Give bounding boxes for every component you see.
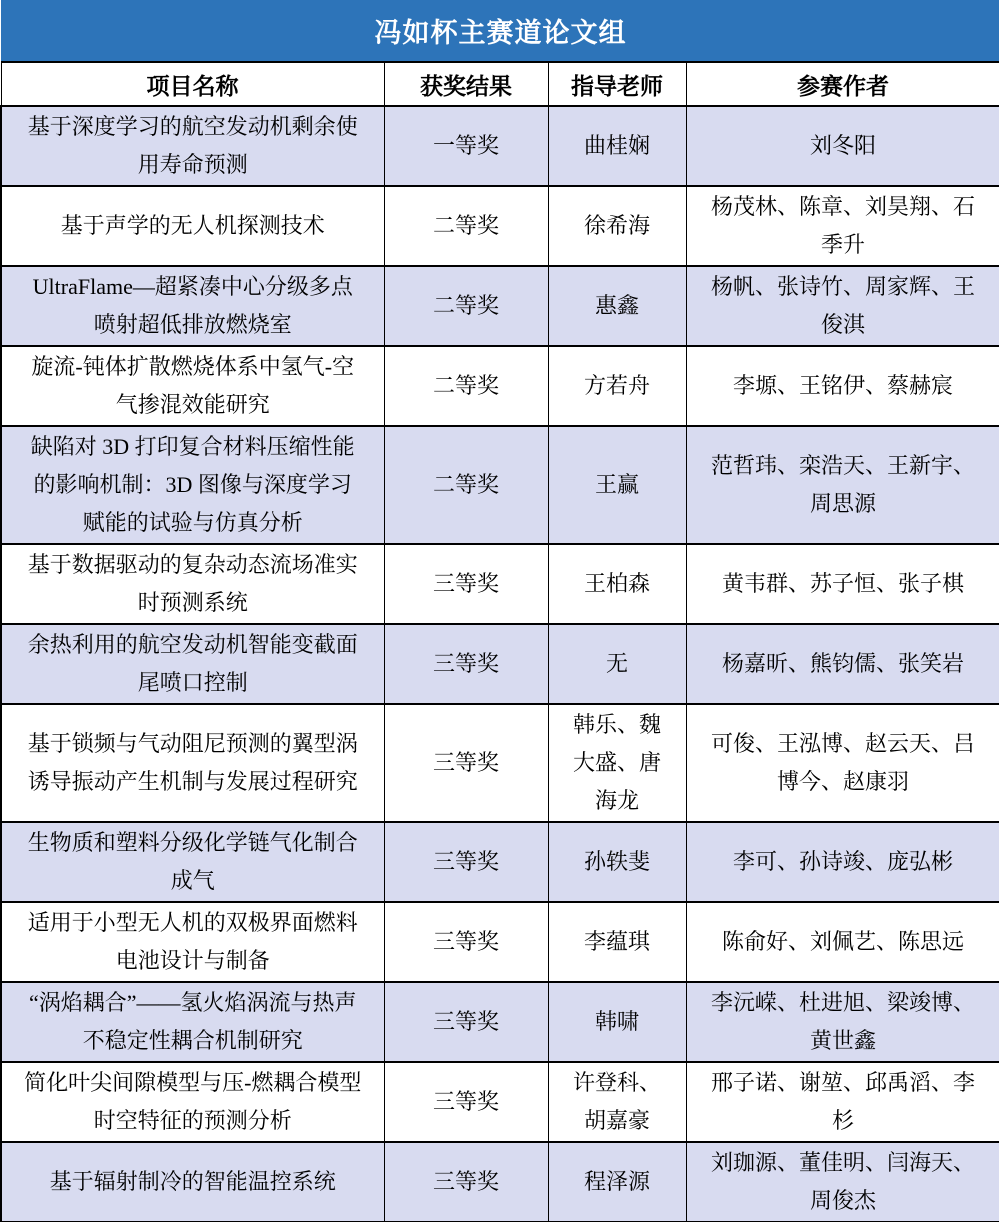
project-cell: 基于数据驱动的复杂动态流场准实时预测系统 xyxy=(1,544,384,624)
teacher-cell: 惠鑫 xyxy=(548,266,686,346)
authors-cell: 邢子诺、谢堃、邱禹滔、李杉 xyxy=(686,1062,999,1142)
project-cell: 基于深度学习的航空发动机剩余使用寿命预测 xyxy=(1,106,384,186)
project-cell: 基于辐射制冷的智能温控系统 xyxy=(1,1142,384,1222)
column-headers xyxy=(1,62,999,106)
table-row xyxy=(1,186,999,266)
teacher-cell: 王赢 xyxy=(548,426,686,544)
table-row xyxy=(1,902,999,982)
teacher-cell: 王柏森 xyxy=(548,544,686,624)
col-header-project: 项目名称 xyxy=(1,62,384,106)
project-cell: 生物质和塑料分级化学链气化制合成气 xyxy=(1,822,384,902)
project-cell: 基于声学的无人机探测技术 xyxy=(1,186,384,266)
teacher-cell: 无 xyxy=(548,624,686,704)
table-row xyxy=(1,544,999,624)
award-cell: 三等奖 xyxy=(384,544,548,624)
authors-cell: 黄韦群、苏子恒、张子棋 xyxy=(686,544,999,624)
col-header-award: 获奖结果 xyxy=(384,62,548,106)
table-row xyxy=(1,822,999,902)
authors-cell: 范哲玮、栾浩天、王新宇、周思源 xyxy=(686,426,999,544)
table-row xyxy=(1,346,999,426)
award-cell: 三等奖 xyxy=(384,982,548,1062)
teacher-cell: 韩乐、魏大盛、唐海龙 xyxy=(548,704,686,822)
teacher-cell: 徐希海 xyxy=(548,186,686,266)
authors-cell: 刘冬阳 xyxy=(686,106,999,186)
teacher-cell: 方若舟 xyxy=(548,346,686,426)
authors-cell: 李可、孙诗竣、庞弘彬 xyxy=(686,822,999,902)
award-cell: 三等奖 xyxy=(384,704,548,822)
teacher-cell: 韩啸 xyxy=(548,982,686,1062)
authors-cell: 刘珈源、董佳明、闫海天、周俊杰 xyxy=(686,1142,999,1222)
authors-cell: 杨帆、张诗竹、周家辉、王俊淇 xyxy=(686,266,999,346)
authors-cell: 李塬、王铭伊、蔡赫宸 xyxy=(686,346,999,426)
award-cell: 三等奖 xyxy=(384,1062,548,1142)
project-cell: 旋流-钝体扩散燃烧体系中氢气-空气掺混效能研究 xyxy=(1,346,384,426)
authors-cell: 可俊、王泓博、赵云天、吕博今、赵康羽 xyxy=(686,704,999,822)
table-row xyxy=(1,624,999,704)
authors-cell: 杨嘉昕、熊钧儒、张笑岩 xyxy=(686,624,999,704)
teacher-cell: 曲桂娴 xyxy=(548,106,686,186)
project-cell: 简化叶尖间隙模型与压-燃耦合模型时空特征的预测分析 xyxy=(1,1062,384,1142)
table-row xyxy=(1,1142,999,1222)
table-row xyxy=(1,426,999,544)
award-cell: 二等奖 xyxy=(384,266,548,346)
teacher-cell: 李蕴琪 xyxy=(548,902,686,982)
col-header-authors: 参赛作者 xyxy=(686,62,999,106)
award-cell: 三等奖 xyxy=(384,902,548,982)
teacher-cell: 许登科、胡嘉豪 xyxy=(548,1062,686,1142)
col-header-teacher: 指导老师 xyxy=(548,62,686,106)
table-row xyxy=(1,704,999,822)
award-cell: 二等奖 xyxy=(384,186,548,266)
title-row xyxy=(1,0,999,62)
project-cell: UltraFlame—超紧凑中心分级多点喷射超低排放燃烧室 xyxy=(1,266,384,346)
teacher-cell: 程泽源 xyxy=(548,1142,686,1222)
authors-cell: 杨茂林、陈章、刘昊翔、石季升 xyxy=(686,186,999,266)
award-cell: 二等奖 xyxy=(384,426,548,544)
project-cell: 适用于小型无人机的双极界面燃料电池设计与制备 xyxy=(1,902,384,982)
award-cell: 二等奖 xyxy=(384,346,548,426)
page-title: 冯如杯主赛道论文组 xyxy=(1,0,999,62)
award-cell: 三等奖 xyxy=(384,624,548,704)
award-cell: 三等奖 xyxy=(384,822,548,902)
authors-cell: 陈俞好、刘佩艺、陈思远 xyxy=(686,902,999,982)
table-row xyxy=(1,266,999,346)
award-cell: 一等奖 xyxy=(384,106,548,186)
award-cell: 三等奖 xyxy=(384,1142,548,1222)
table-row xyxy=(1,1062,999,1142)
project-cell: 余热利用的航空发动机智能变截面尾喷口控制 xyxy=(1,624,384,704)
project-cell: 基于锁频与气动阻尼预测的翼型涡诱导振动产生机制与发展过程研究 xyxy=(1,704,384,822)
table-row xyxy=(1,106,999,186)
project-cell: 缺陷对 3D 打印复合材料压缩性能的影响机制：3D 图像与深度学习赋能的试验与仿真分析 xyxy=(1,426,384,544)
table-body xyxy=(1,106,999,1222)
project-cell: “涡焰耦合”——氢火焰涡流与热声不稳定性耦合机制研究 xyxy=(1,982,384,1062)
authors-cell: 李沅嵘、杜进旭、梁竣博、黄世鑫 xyxy=(686,982,999,1062)
teacher-cell: 孙轶斐 xyxy=(548,822,686,902)
table-row xyxy=(1,982,999,1062)
